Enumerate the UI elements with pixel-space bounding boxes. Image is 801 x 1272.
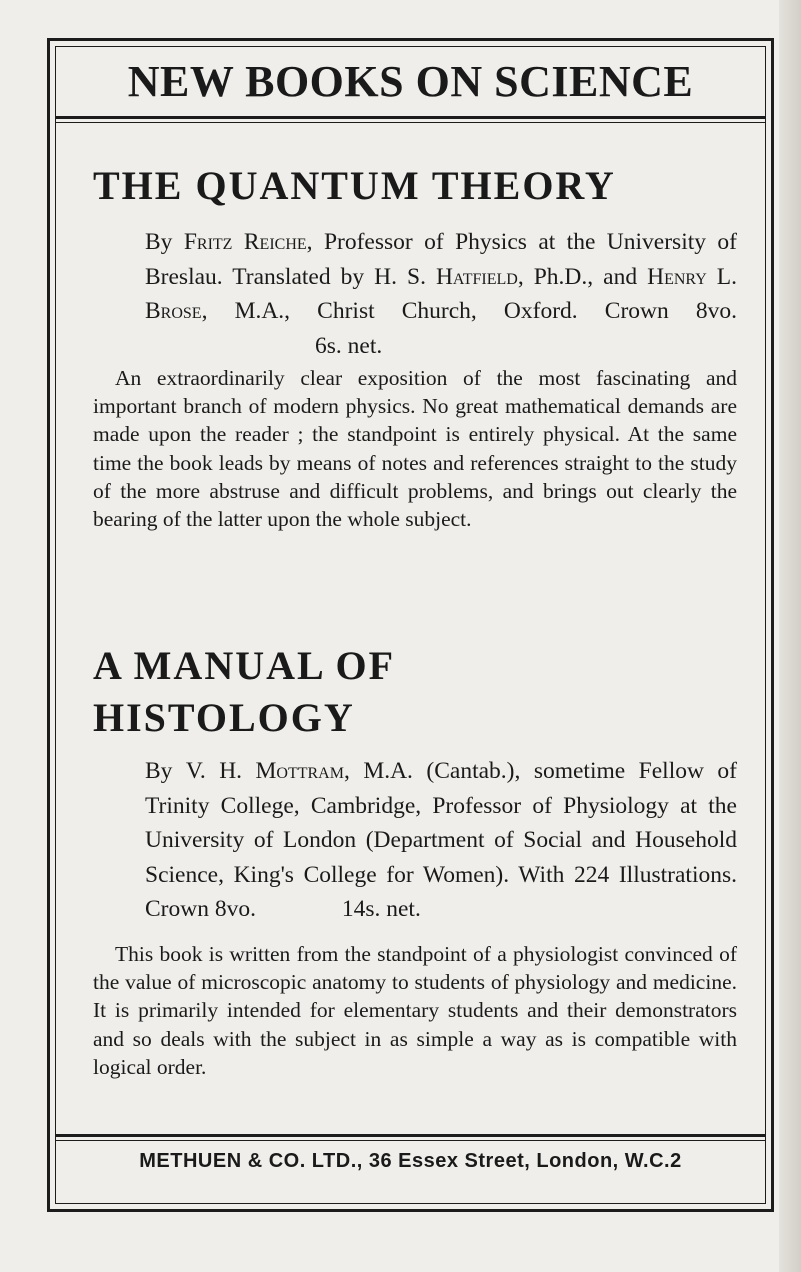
page-edge <box>779 0 801 1272</box>
book-description: This book is written from the standpoint of a physiologist convinced of the value of microscopic anatomy to students of physiology and medicine. It is primarily intended for elementary students and their demonstrators and so deals with the subject in as simple a way as is compatible with logical order. <box>93 942 737 1079</box>
author-name: V. H. Mottram <box>185 758 344 784</box>
header-rule-thin <box>55 122 766 123</box>
translator-degree: , Ph.D., and <box>517 263 638 290</box>
publisher-imprint: METHUEN & CO. LTD., 36 Essex Street, London, W.C.2 <box>139 1150 682 1172</box>
book-price: 14s. net. <box>341 896 421 922</box>
author-role: , M.A. (Cantab.), sometime Fellow of Trinity College, Cambridge, Professor of Physiology at the University of London (Department of Social and Household Science, King's College for Women). With 224 Illustrations. <box>145 758 737 888</box>
book-title-quantum-theory: THE QUANTUM THEORY <box>93 163 616 208</box>
author-role: , Professor of Physics at the University of Breslau. Translated by <box>145 229 737 290</box>
header-rule <box>55 116 766 119</box>
byline-quantum-theory <box>145 225 737 363</box>
footer-rule-thin <box>55 1140 766 1141</box>
book-description: An extraordinarily clear exposition of the most fascinating and important branch of modern physics. No great mathematical demands are made upon the reader ; the standpoint is entirely physical. At the same time the book leads by means of notes and references straight to the study of the more abstruse and difficult problems, and brings out clearly the bearing of the latter upon the whole subject. <box>93 366 737 532</box>
book-format: Crown 8vo. <box>604 298 738 324</box>
translator-name: Henry L. Brose <box>145 263 737 324</box>
translator-affiliation: , M.A., Christ Church, Oxford. <box>201 298 578 324</box>
translator-name: H. S. Hatfield <box>374 263 518 290</box>
byline-histology <box>145 754 737 927</box>
byline-by: By <box>145 758 173 784</box>
book-format: Crown 8vo. <box>145 896 256 922</box>
book-price: 6s. net. <box>315 332 383 359</box>
footer-rule <box>55 1134 766 1137</box>
author-name: Fritz Reiche <box>183 229 307 255</box>
byline-by: By <box>145 229 173 255</box>
book-title-histology-line2: HISTOLOGY <box>93 695 355 740</box>
page-title: NEW BOOKS ON SCIENCE <box>127 57 694 106</box>
book-title-histology-line1: A MANUAL OF <box>93 643 395 688</box>
